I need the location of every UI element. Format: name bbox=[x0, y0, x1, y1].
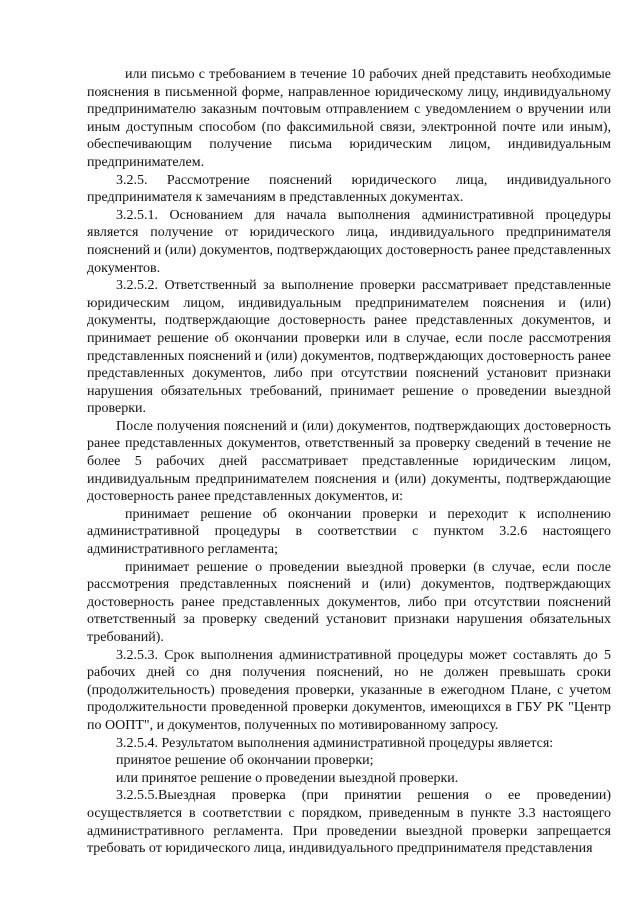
paragraph-decision-end: принимает решение об окончании проверки и переходит к исполнению административной процедуры в соответствии с пунктом 3.2.6 настоящего административного регламента; bbox=[87, 506, 611, 558]
paragraph-3-2-5-5: 3.2.5.5.Выездная проверка (при принятии решения о ее проведении) осуществляется в соответствии с порядком, приведенным в пункте 3.3 настоящего административного регламента. При проведении выездной проверки запрещается требовать от юридического лица, индивидуального предпринимателя представления bbox=[87, 788, 611, 857]
paragraph-result-onsite: или принятое решение о проведении выездной проверки. bbox=[116, 770, 459, 786]
document-page bbox=[87, 66, 611, 858]
paragraph-after-explanations: После получения пояснений и (или) документов, подтверждающих достоверность ранее представленных документов, ответственный за проверку сведений в течение не более 5 рабочих дней рассматривает представленные юридическим лицом, индивидуальным предпринимателем пояснения и (или) документы, подтверждающие достоверность ранее представленных документов, и: bbox=[87, 418, 611, 505]
paragraph-3-2-5-4: 3.2.5.4. Результатом выполнения административной процедуры является: bbox=[116, 735, 554, 751]
paragraph-decision-onsite: принимает решение о проведении выездной проверки (в случае, если после рассмотрения представленных пояснений и (или) документов, подтверждающих достоверность ранее представленных документов, либо при отсутствии пояснений ответственный за проверку сведений установит признаки нарушения обязательных требований). bbox=[87, 559, 611, 645]
paragraph-3-2-5-2: 3.2.5.2. Ответственный за выполнение проверки рассматривает представленные юридическим лицом, индивидуальным предпринимателем пояснения и (или) документы, подтверждающие достоверность ранее представленных документов, и принимает решение об окончании проверки или в случае, если после рассмотрения представленных пояснений и (или) документов, подтверждающих достоверность ранее представленных документов, либо при отсутствии пояснений установит признаки нарушения обязательных требований, принимает решение о проведении выездной проверки. bbox=[87, 278, 611, 417]
paragraph-result-end: принятое решение об окончании проверки; bbox=[116, 753, 374, 769]
paragraph-3-2-5: 3.2.5. Рассмотрение пояснений юридического лица, индивидуального предпринимателя к замечаниям в представленных документах. bbox=[87, 172, 611, 206]
paragraph-3-2-5-3: 3.2.5.3. Срок выполнения административной процедуры может составлять до 5 рабочих дней со дня получения пояснений, но не должен превышать сроки (продолжительность) проведения проверки, указанные в ежегодном Плане, с учетом продолжительности проведенной проверки документов, имеющихся в ГБУ РК "Центр по ООПТ", и документов, полученных по мотивированному запросу. bbox=[87, 647, 611, 733]
paragraph-3-2-5-1: 3.2.5.1. Основанием для начала выполнения административной процедуры является получение от юридического лица, индивидуального предпринимателя пояснений и (или) документов, подтверждающих достоверность ранее представленных документов. bbox=[87, 207, 611, 276]
paragraph-continuation: или письмо с требованием в течение 10 рабочих дней представить необходимые пояснения в письменной форме, направленное юридическому лицу, индивидуальному предпринимателю заказным почтовым отправлением с уведомлением о вручении или иным доступным способом (по факсимильной связи, электронной почте или иным), обеспечивающим получение письма юридическим лицом, индивидуальным предпринимателем. bbox=[87, 67, 611, 170]
